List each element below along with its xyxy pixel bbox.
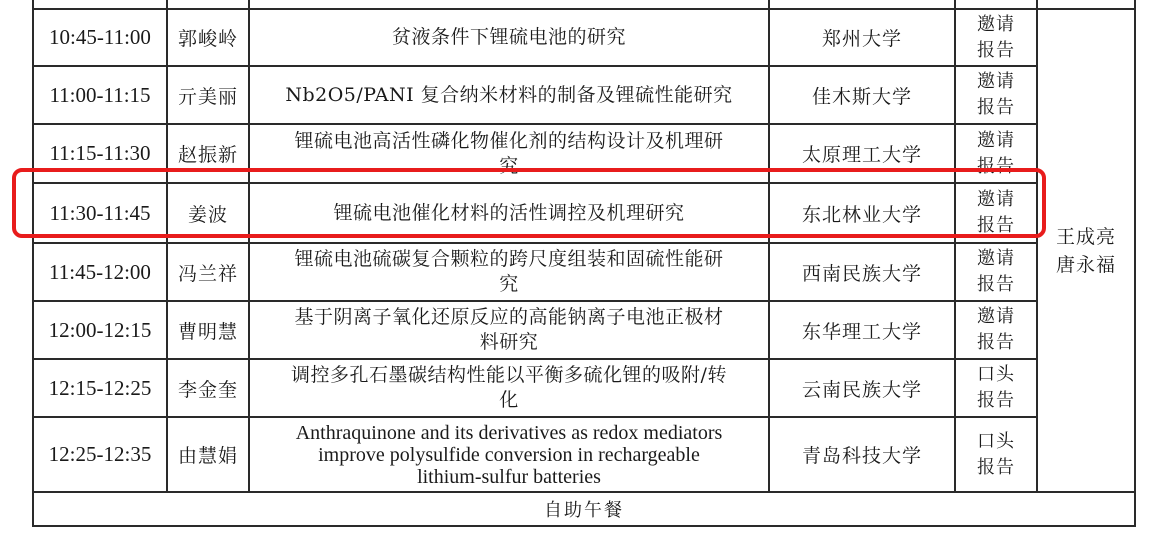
speaker-cell: 姜波 (167, 183, 249, 243)
talk-type-cell: 邀请 报告 (955, 124, 1037, 183)
time-cell: 12:00-12:15 (33, 301, 167, 359)
affiliation-cell: 云南民族大学 (769, 359, 955, 417)
speaker-cell: 李金奎 (167, 359, 249, 417)
time-cell: 10:45-11:00 (33, 9, 167, 66)
schedule-table (32, 0, 1136, 527)
table-row (33, 301, 1135, 359)
table-row (33, 243, 1135, 301)
affiliation-cell: 东北林业大学 (769, 183, 955, 243)
talk-type-cell: 邀请 报告 (955, 301, 1037, 359)
affiliation-cell: 佳木斯大学 (769, 66, 955, 124)
time-cell: 11:00-11:15 (33, 66, 167, 124)
session-chairs-cell: 王成亮 唐永福 (1037, 9, 1135, 492)
table-row (33, 359, 1135, 417)
table-row (33, 9, 1135, 66)
talk-type-cell: 邀请 报告 (955, 243, 1037, 301)
talk-type-cell: 口头 报告 (955, 417, 1037, 492)
talk-title-cell: 锂硫电池催化材料的活性调控及机理研究 (249, 183, 769, 243)
talk-title-cell: 调控多孔石墨碳结构性能以平衡多硫化锂的吸附/转 化 (249, 359, 769, 417)
affiliation-cell: 青岛科技大学 (769, 417, 955, 492)
lunch-break-cell: 自助午餐 (33, 492, 1135, 526)
speaker-cell: 亓美丽 (167, 66, 249, 124)
talk-title-cell: 锂硫电池高活性磷化物催化剂的结构设计及机理研 究 (249, 124, 769, 183)
table-row-highlighted (33, 183, 1135, 243)
affiliation-cell: 郑州大学 (769, 9, 955, 66)
talk-type-cell: 邀请 报告 (955, 9, 1037, 66)
talk-title-cell: 锂硫电池硫碳复合颗粒的跨尺度组装和固硫性能研 究 (249, 243, 769, 301)
talk-title-cell: 贫液条件下锂硫电池的研究 (249, 9, 769, 66)
speaker-cell: 赵振新 (167, 124, 249, 183)
speaker-cell: 曹明慧 (167, 301, 249, 359)
table-row (33, 66, 1135, 124)
speaker-cell: 郭峻岭 (167, 9, 249, 66)
table-row-partial (33, 0, 1135, 9)
talk-type-cell: 邀请 报告 (955, 66, 1037, 124)
time-cell: 11:15-11:30 (33, 124, 167, 183)
affiliation-cell: 东华理工大学 (769, 301, 955, 359)
talk-title-cell: Nb2O5/PANI 复合纳米材料的制备及锂硫性能研究 (249, 66, 769, 124)
table-row-footer (33, 492, 1135, 526)
talk-type-cell: 邀请 报告 (955, 183, 1037, 243)
talk-title-cell: 基于阴离子氧化还原反应的高能钠离子电池正极材 料研究 (249, 301, 769, 359)
talk-title-cell: Anthraquinone and its derivatives as redox mediators improve polysulfide conversion in rechargeable lithium-sulfur batteries (249, 417, 769, 492)
time-cell: 11:45-12:00 (33, 243, 167, 301)
table-row (33, 124, 1135, 183)
time-cell: 12:15-12:25 (33, 359, 167, 417)
time-cell: 12:25-12:35 (33, 417, 167, 492)
speaker-cell: 由慧娟 (167, 417, 249, 492)
time-cell: 11:30-11:45 (33, 183, 167, 243)
table-row (33, 417, 1135, 492)
affiliation-cell: 西南民族大学 (769, 243, 955, 301)
affiliation-cell: 太原理工大学 (769, 124, 955, 183)
talk-type-cell: 口头 报告 (955, 359, 1037, 417)
speaker-cell: 冯兰祥 (167, 243, 249, 301)
